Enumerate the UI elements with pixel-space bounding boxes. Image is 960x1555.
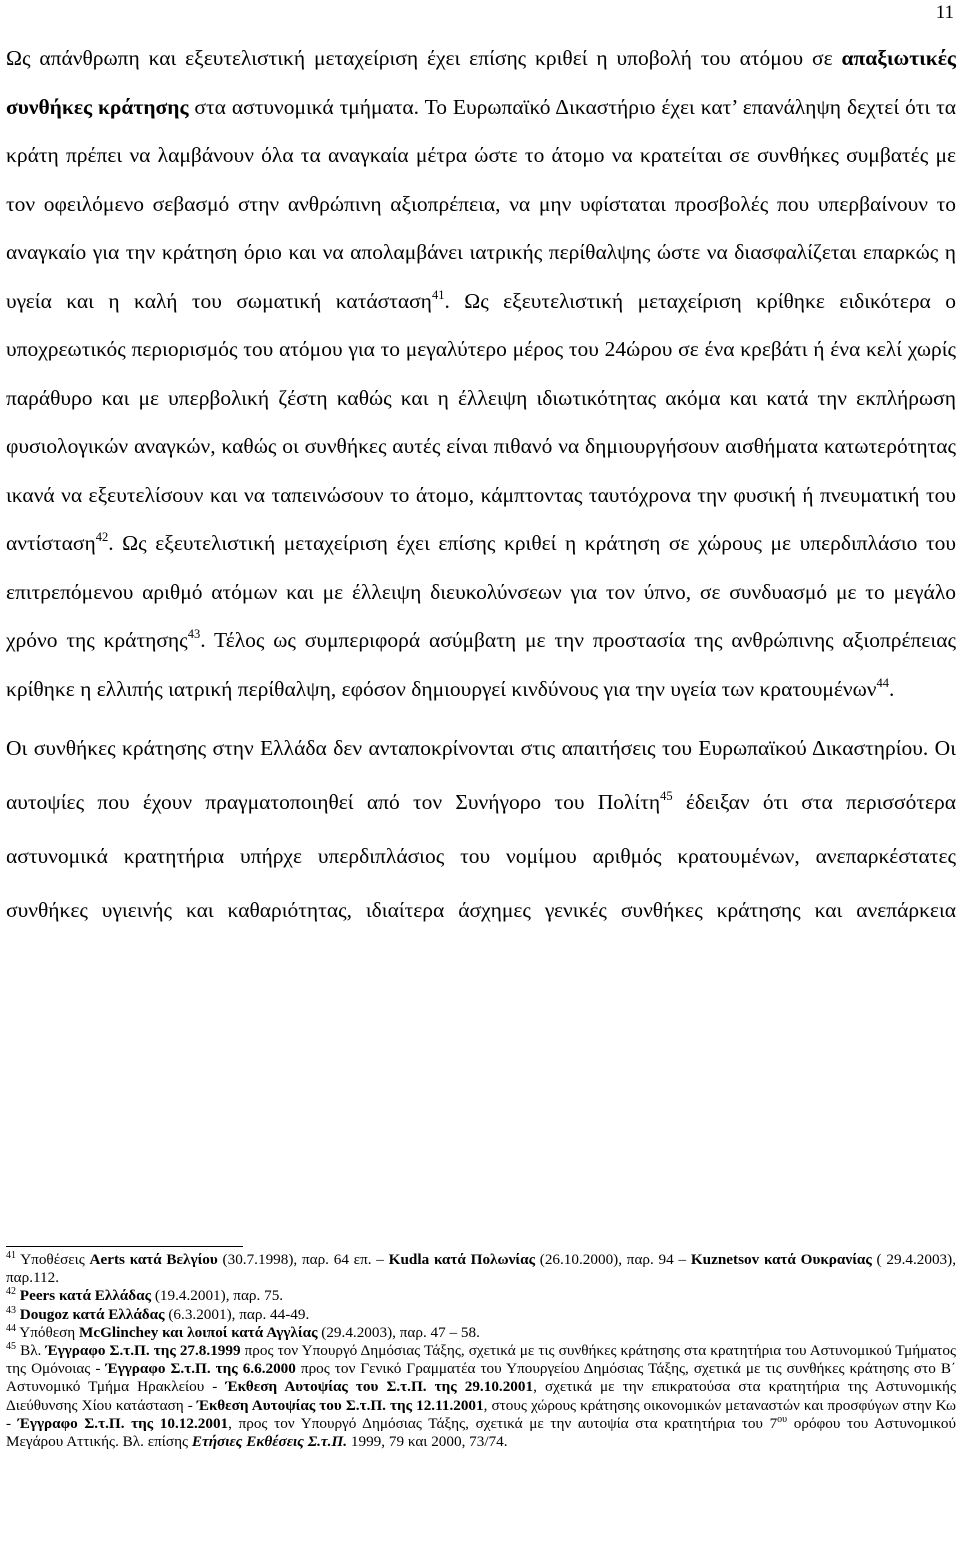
text-run: έδειξαν ότι στα περισσότερα αστυνομικά κρατητήρια υπήρχε υπερδιπλάσιος του νομίμου αριθμός κρατουμένων, ανεπαρκέστατες συνθήκες υγιεινής και καθαριότητας, ιδιαίτερα άσχημες γενικές συνθήκες κράτησης και ανεπάρκεια: [6, 790, 957, 922]
document-ref: Έκθεση Αυτοψίας του Σ.τ.Π. της 29.10.2001: [225, 1378, 534, 1396]
case-name: McGlinchey και λοιποί κατά Αγγλίας: [79, 1323, 318, 1341]
publication-title: Ετήσιες Εκθέσεις Σ.τ.Π.: [191, 1433, 348, 1451]
paragraph-greek-conditions: [6, 721, 956, 937]
footnote-ref-41[interactable]: 41: [431, 287, 445, 302]
footnote-45: [6, 1342, 956, 1451]
text-run: (6.3.2001), παρ. 44-49.: [164, 1305, 310, 1323]
text-run: στα αστυνομικά τμήματα. Το Ευρωπαϊκό Δικαστήριο έχει κατ’ επανάληψη δεχτεί ότι τα κράτη πρέπει να λαμβάνουν όλα τα αναγκαία μέτρα ώστε το άτομο να κρατείται σε συνθήκες συμβατές με τον οφειλόμενο σεβασμό στην ανθρώπινη αξιοπρέπεια, να μην υφίσταται προσβολές που υπερβαίνουν το αναγκαίο για την κράτηση όριο και να απολαμβάνει ιατρικής περίθαλψης ώστε να διασφαλίζεται επαρκώς η υγεία και η καλή του σωματική κατάσταση: [6, 94, 957, 313]
footnote-number: 43: [6, 1304, 16, 1316]
footnotes: [6, 1251, 956, 1451]
footnote-ref-44[interactable]: 44: [876, 675, 890, 690]
text-run: προς τον Γενικό Γραμματέα του Υπουργείου Δημόσιας Τάξης, σχετικά με τις συνθήκες κράτησης στο Β΄ Αστυνομικό Τμήμα Ηρακλείου -: [6, 1360, 957, 1396]
document-ref: Έγγραφο Σ.τ.Π. της 27.8.1999: [45, 1342, 241, 1360]
text-run: Υπόθεση: [16, 1323, 80, 1341]
footnote-43: [6, 1306, 956, 1324]
footnote-number: 42: [6, 1286, 16, 1298]
text-run: ( 29.4.2003), παρ.112.: [6, 1251, 956, 1287]
text-run: , σχετικά με την επικρατούσα στα κρατητήρια της Αστυνομικής Διεύθυνσης Χίου κατάσταση -: [6, 1378, 956, 1414]
document-ref: Έγγραφο Σ.τ.Π. της 6.6.2000: [105, 1360, 296, 1378]
ordinal-suffix: ου: [777, 1413, 788, 1425]
text-run: . Ως εξευτελιστική μεταχείριση έχει επίσης κριθεί η κράτηση σε χώρους με υπερδιπλάσιο του επιτρεπόμενου αριθμό ατόμων και με έλλειψη διευκολύνσεων για τον ύπνο, σε συνδυασμό με το μεγάλο χρόνο της κράτησης: [6, 531, 956, 652]
text-run: , προς τον Υπουργό Δημόσιας Τάξης, σχετικά με την αυτοψία στα κρατητήρια του 7: [228, 1414, 778, 1432]
case-name: Aerts κατά Βελγίου: [89, 1251, 218, 1268]
footnote-number: 41: [6, 1250, 16, 1261]
text-run: , στους χώρους κράτησης οικονομικών μεταναστών και προσφύγων στην Κω -: [6, 1396, 956, 1432]
footnote-ref-45[interactable]: 45: [660, 789, 673, 803]
text-run: .: [889, 676, 895, 701]
footnote-44: [6, 1324, 956, 1342]
text-run: Ως απάνθρωπη και εξευτελιστική μεταχείριση έχει επίσης κριθεί η υποβολή του ατόμου σε: [6, 46, 842, 70]
text-run: προς τον Υπουργό Δημόσιας Τάξης, σχετικά με τις συνθήκες κράτησης στα κρατητήρια του Αστυνομικού Τμήματος της Ομόνοιας -: [6, 1342, 957, 1378]
footnote-separator: [6, 1246, 243, 1247]
text-run: ορόφου του Αστυνομικού Μεγάρου Αττικής. Βλ. επίσης: [6, 1414, 956, 1451]
text-run: Υποθέσεις: [16, 1251, 90, 1268]
footnote-42: [6, 1287, 956, 1305]
case-name: Peers κατά Ελλάδας: [16, 1287, 152, 1305]
footnote-number: 45: [6, 1341, 16, 1353]
bold-phrase: απαξιωτικές συνθήκες κράτησης: [6, 46, 956, 119]
text-run: . Ως εξευτελιστική μεταχείριση κρίθηκε ειδικότερα ο υποχρεωτικός περιορισμός του ατόμου για το μεγαλύτερο μέρος του 24ώρου σε ένα κρεβάτι ή ένα κελί χωρίς παράθυρο και με υπερβολική ζέστη καθώς και η έλλειψη ιδιωτικότητας ακόμα και κατά την εκπλήρωση φυσιολογικών αναγκών, καθώς οι συνθήκες αυτές είναι πιθανό να δημιουργήσουν αισθήματα κατωτερότητας ικανά να εξευτελίσουν και να ταπεινώσουν το άτομο, κάμπτοντας ταυτόχρονα την φυσική ή πνευματική του αντίσταση: [6, 288, 956, 555]
footnote-ref-43[interactable]: 43: [187, 627, 201, 641]
case-name: Dougoz κατά Ελλάδας: [16, 1305, 165, 1323]
footnote-ref-42[interactable]: 42: [95, 530, 109, 544]
text-run: (19.4.2001), παρ. 75.: [151, 1287, 284, 1305]
text-run: Οι συνθήκες κράτησης στην Ελλάδα δεν ανταποκρίνονται στις απαιτήσεις του Ευρωπαϊκού Δικαστηρίου. Οι αυτοψίες που έχουν πραγματοποιηθεί από τον Συνήγορο του Πολίτη: [6, 736, 956, 814]
page-number: 11: [935, 2, 954, 23]
text-run: (26.10.2000), παρ. 94 –: [535, 1251, 691, 1268]
text-run: (30.7.1998), παρ. 64 επ. –: [217, 1251, 389, 1268]
text-run: 1999, 79 και 2000, 73/74.: [347, 1433, 508, 1451]
footnote-41: [6, 1251, 956, 1287]
document-ref: Έκθεση Αυτοψίας του Σ.τ.Π. της 12.11.2001: [196, 1396, 484, 1414]
footnote-number: 44: [6, 1322, 16, 1334]
case-name: Kudla κατά Πολωνίας: [388, 1251, 535, 1268]
paragraph-degrading-treatment: [6, 34, 956, 713]
text-run: . Τέλος ως συμπεριφορά ασύμβατη με την προστασία της ανθρώπινης αξιοπρέπειας κρίθηκε η ελλιπής ιατρική περίθαλψη, εφόσον δημιουργεί κινδύνους για την υγεία των κρατουμένων: [6, 628, 957, 701]
case-name: Kuznetsov κατά Ουκρανίας: [690, 1251, 872, 1268]
document-ref: Έγγραφο Σ.τ.Π. της 10.12.2001: [17, 1414, 229, 1432]
text-run: Βλ.: [16, 1342, 46, 1360]
document-body: [6, 34, 956, 937]
text-run: (29.4.2003), παρ. 47 – 58.: [317, 1323, 480, 1341]
